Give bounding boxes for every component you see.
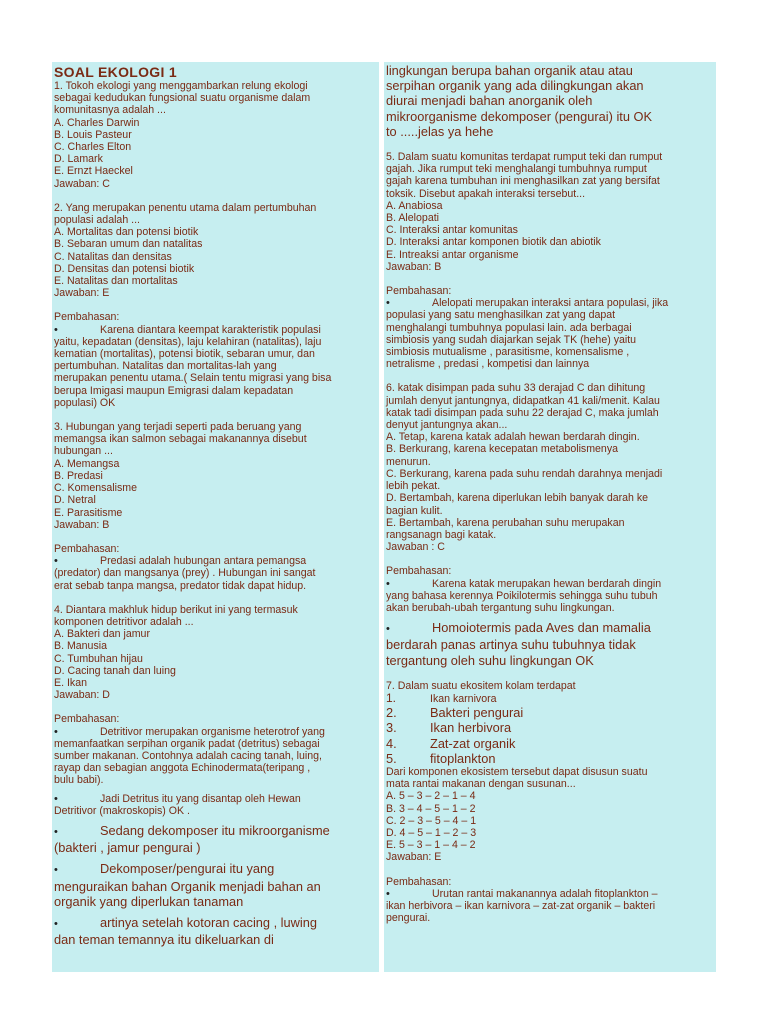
text-line: merupakan penentu utama.( Selain tentu migrasi yang bisa [54, 372, 332, 385]
spacer [386, 273, 714, 285]
text-line: D. 4 – 5 – 1 – 2 – 3 [386, 826, 477, 839]
item-number: 2. [386, 705, 397, 721]
text-line: denyut jantungnya akan... [386, 419, 508, 432]
text-line: (predator) dan mangsanya (prey) . Hubungan ini sangat [54, 567, 316, 580]
spacer [54, 592, 377, 604]
spacer [54, 190, 377, 202]
text-line: D. Cacing tanah dan luing [54, 664, 176, 677]
text-line: Jawaban : C [386, 541, 445, 554]
spacer [54, 701, 377, 713]
bullet-line [54, 324, 377, 336]
item-text: Ikan herbivora [430, 720, 512, 736]
text-line: 3. Hubungan yang terjadi seperti pada beruang yang [54, 421, 302, 434]
item-number: 5. [386, 750, 397, 766]
text-line: serpihan organik yang ada dilingkungan akan [386, 78, 644, 94]
text-line: diurai menjadi bahan anorganik oleh [386, 93, 593, 109]
text-line: D. Densitas dan potensi biotik [54, 262, 195, 275]
text-line: 6. katak disimpan pada suhu 33 derajad C dan dihitung [386, 382, 646, 395]
text-line: Pembahasan: [386, 875, 452, 888]
text-line: dan teman temannya itu dikeluarkan di [54, 932, 274, 948]
item-number: 3. [386, 720, 397, 736]
text-line: 7. Dalam suatu ekositem kolam terdapat [386, 679, 576, 692]
bullet-line [386, 620, 714, 637]
bullet-line [54, 915, 377, 932]
text-line: lingkungan berupa bahan organik atau atau [386, 63, 633, 78]
text-line: tergantung oleh suhu lingkungan OK [386, 652, 594, 668]
text-line: E. Bertambah, karena perubahan suhu merupakan [386, 516, 625, 529]
bullet-text: Homoiotermis pada Aves dan mamalia [432, 620, 651, 636]
left-column [52, 62, 379, 972]
text-line: erat sebab tanpa mangsa, predator tidak dapat hidup. [54, 579, 307, 592]
text-line: E. Ikan [54, 676, 87, 689]
text-line: B. Berkurang, karena kecepatan metabolismenya [386, 443, 619, 456]
bullet-text: artinya setelah kotoran cacing , luwing [100, 914, 317, 930]
text-line: B. 3 – 4 – 5 – 1 – 2 [386, 802, 476, 815]
text-line: sumber makanan. Contohnya adalah cacing tanah, luing, [54, 749, 322, 762]
spacer [54, 409, 377, 421]
text-line: Pembahasan: [54, 542, 120, 555]
text-line: A. Mortalitas dan potensi biotik [54, 226, 199, 239]
text-line: lebih pekat. [386, 480, 441, 493]
text-line: toksik. Disebut apakah interaksi tersebut... [386, 187, 586, 200]
text-line: E. Ernzt Haeckel [54, 165, 133, 178]
text-line: C. Interaksi antar komunitas [386, 224, 518, 237]
text-line: C. Berkurang, karena pada suhu rendah darahnya menjadi [386, 467, 663, 480]
bullet-line [386, 888, 714, 900]
text-line: yang bahasa kerennya Poikilotermis sehingga suhu tubuh [386, 589, 658, 602]
text-line: menghalangi tumbuhnya populasi lain. ada berbagai [386, 321, 632, 334]
text-line: Pembahasan: [54, 311, 120, 324]
text-line: C. Tumbuhan hijau [54, 652, 143, 665]
text-line: Jawaban: B [386, 260, 442, 273]
spacer [386, 370, 714, 382]
text-line: ikan herbivora – ikan karnivora – zat-zat organik – bakteri [386, 899, 656, 912]
text-line: mikroorganisme dekomposer (pengurai) itu OK [386, 108, 653, 124]
text-line: (bakteri , jamur pengurai ) [54, 840, 201, 856]
spacer [54, 299, 377, 311]
text-line: 2. Yang merupakan penentu utama dalam pertumbuhan [54, 201, 317, 214]
text-line: komponen detritivor adalah ... [54, 615, 194, 628]
bullet-text: Predasi adalah hubungan antara pemangsa [100, 555, 307, 568]
text-line: berupa Imigasi maupun Emigrasi dalam kepadatan [54, 384, 294, 397]
text-line: menurun. [386, 455, 431, 468]
text-line: D. Netral [54, 494, 96, 507]
text-line: A. Memangsa [54, 457, 120, 470]
text-line: menguraikan bahan Organik menjadi bahan an [54, 878, 321, 894]
text-line: komunitasnya adalah ... [54, 104, 166, 117]
item-number: 4. [386, 735, 397, 751]
text-line: pertumbuhan. Natalitas dan mortalitas-lah yang [54, 360, 277, 373]
text-line: E. Parasitisme [54, 506, 123, 519]
bullet-text: Karena katak merupakan hewan berdarah dingin [432, 577, 662, 590]
text-line: A. Bakteri dan jamur [54, 628, 150, 641]
bullet-text: Dekomposer/pengurai itu yang [100, 861, 275, 877]
spacer [54, 531, 377, 543]
numbered-item [386, 751, 714, 766]
numbered-item [386, 720, 714, 735]
text-line: A. Charles Darwin [54, 116, 140, 129]
text-line: E. Intreaksi antar organisme [386, 248, 519, 261]
bullet-text: Alelopati merupakan interaksi antara populasi, jika [432, 297, 669, 310]
text-line: B. Louis Pasteur [54, 128, 132, 141]
text-line: Jawaban: E [386, 851, 442, 864]
text-line: C. Natalitas dan densitas [54, 250, 172, 263]
spacer [386, 139, 714, 151]
text-line: populasi adalah ... [54, 214, 140, 227]
text-line: 5. Dalam suatu komunitas terdapat rumput teki dan rumput [386, 151, 663, 164]
bullet-text: Karena diantara keempat karakteristik populasi [100, 323, 321, 336]
text-line: D. Bertambah, karena diperlukan lebih banyak darah ke [386, 492, 649, 505]
item-number: 1. [386, 690, 397, 705]
text-line: bagian kulit. [386, 504, 443, 517]
numbered-item [386, 692, 714, 705]
spacer [386, 864, 714, 876]
text-line: jumlah denyut jantungnya, didapatkan 41 kali/menit. Kalau [386, 394, 660, 407]
text-line: D. Lamark [54, 153, 103, 166]
text-line: C. Charles Elton [54, 141, 132, 154]
bullet-line [54, 861, 377, 878]
text-line: A. 5 – 3 – 2 – 1 – 4 [386, 790, 476, 803]
bullet-line [54, 793, 377, 805]
numbered-item [386, 736, 714, 751]
text-line: Jawaban: D [54, 689, 110, 702]
item-text: Bakteri pengurai [430, 705, 524, 721]
text-line: hubungan ... [54, 445, 113, 458]
text-line: yaitu, kepadatan (densitas), laju kelahiran (natalitas), laju [54, 335, 322, 348]
text-line: akan berubah-ubah tergantung suhu lingkungan. [386, 601, 615, 614]
text-line: simbiosis mutualisme , parasitisme, komensalisme , [386, 346, 630, 359]
text-line: B. Predasi [54, 469, 103, 482]
bullet-line [386, 578, 714, 590]
text-line: B. Manusia [54, 640, 107, 653]
text-line: Jawaban: E [54, 287, 110, 300]
text-line: populasi) OK [54, 396, 116, 409]
numbered-item [386, 705, 714, 720]
item-text: Ikan karnivora [430, 692, 497, 705]
text-line: A. Tetap, karena katak adalah hewan berdarah dingin. [386, 431, 640, 444]
text-line: 1. Tokoh ekologi yang menggambarkan relung ekologi [54, 80, 308, 92]
text-line: 4. Diantara makhluk hidup berikut ini yang termasuk [54, 603, 298, 616]
text-line: pengurai. [386, 912, 431, 925]
text-line: E. Natalitas dan mortalitas [54, 275, 178, 288]
text-line: Pembahasan: [54, 713, 120, 726]
text-line: mata rantai makanan dengan susunan... [386, 778, 576, 791]
text-line: gajah karena tumbuhan ini menghasilkan zat yang bersifat [386, 175, 660, 188]
text-line: B. Sebaran umum dan natalitas [54, 238, 203, 251]
bullet-text: Urutan rantai makanannya adalah fitoplankton – [432, 887, 658, 900]
text-line: to .....jelas ya hehe [386, 123, 494, 139]
text-line: organik yang diperlukan tanaman [54, 893, 244, 909]
bullet-line [386, 297, 714, 309]
text-line: Pembahasan: [386, 565, 452, 578]
text-line: populasi yang satu menghasilkan zat yang dapat [386, 309, 616, 322]
bullet-text: Detritivor merupakan organisme heterotrof yang [100, 725, 325, 738]
text-line: memanfaatkan serpihan organik padat (detritus) sebagai [54, 737, 320, 750]
text-line: memangsa ikan salmon sebagai makanannya disebut [54, 433, 307, 446]
text-line: B. Alelopati [386, 212, 440, 225]
text-line: berdarah panas artinya suhu tubuhnya tidak [386, 637, 636, 653]
text-line: rayap dan sebagian anggota Echinodermata(teripang , [54, 762, 311, 775]
document-title: SOAL EKOLOGI 1 [54, 64, 177, 80]
text-line: bulu babi). [54, 774, 104, 787]
text-line: D. Interaksi antar komponen biotik dan abiotik [386, 236, 601, 249]
text-line: E. 5 – 3 – 1 – 4 – 2 [386, 839, 476, 852]
bullet-text: Jadi Detritus itu yang disantap oleh Hewan [100, 792, 301, 805]
text-line: kematian (mortalitas), potensi biotik, sebaran umur, dan [54, 348, 315, 361]
text-line: Dari komponen ekosistem tersebut dapat disusun suatu [386, 765, 648, 778]
bullet-text: Sedang dekomposer itu mikroorganisme [100, 822, 330, 838]
bullet-line [54, 726, 377, 738]
text-line: sebagai kedudukan fungsional suatu organisme dalam [54, 92, 311, 105]
text-line: katak tadi disimpan pada suhu 22 derajad C, maka jumlah [386, 406, 659, 419]
spacer [386, 553, 714, 565]
right-column [384, 62, 716, 972]
text-line: Detritivor (makroskopis) OK . [54, 804, 190, 817]
bullet-line [54, 555, 377, 567]
text-line: C. Komensalisme [54, 482, 138, 495]
item-text: Zat-zat organik [430, 735, 516, 751]
text-line: simbiosis yang sudah diajarkan sejak TK (hehe) yaitu [386, 333, 637, 346]
text-line: A. Anabiosa [386, 199, 443, 212]
spacer [386, 668, 714, 680]
item-text: fitoplankton [430, 750, 496, 766]
text-line: netralisme , predasi , kompetisi dan lainnya [386, 358, 590, 371]
text-line: Jawaban: C [54, 177, 110, 190]
text-line: C. 2 – 3 – 5 – 4 – 1 [386, 814, 477, 827]
text-line: gajah. Jika rumput teki menghalangi tumbuhnya rumput [386, 163, 647, 176]
text-line: Pembahasan: [386, 285, 452, 298]
text-line: rangsanagn bagi katak. [386, 528, 497, 541]
bullet-line [54, 823, 377, 840]
text-line: Jawaban: B [54, 518, 110, 531]
